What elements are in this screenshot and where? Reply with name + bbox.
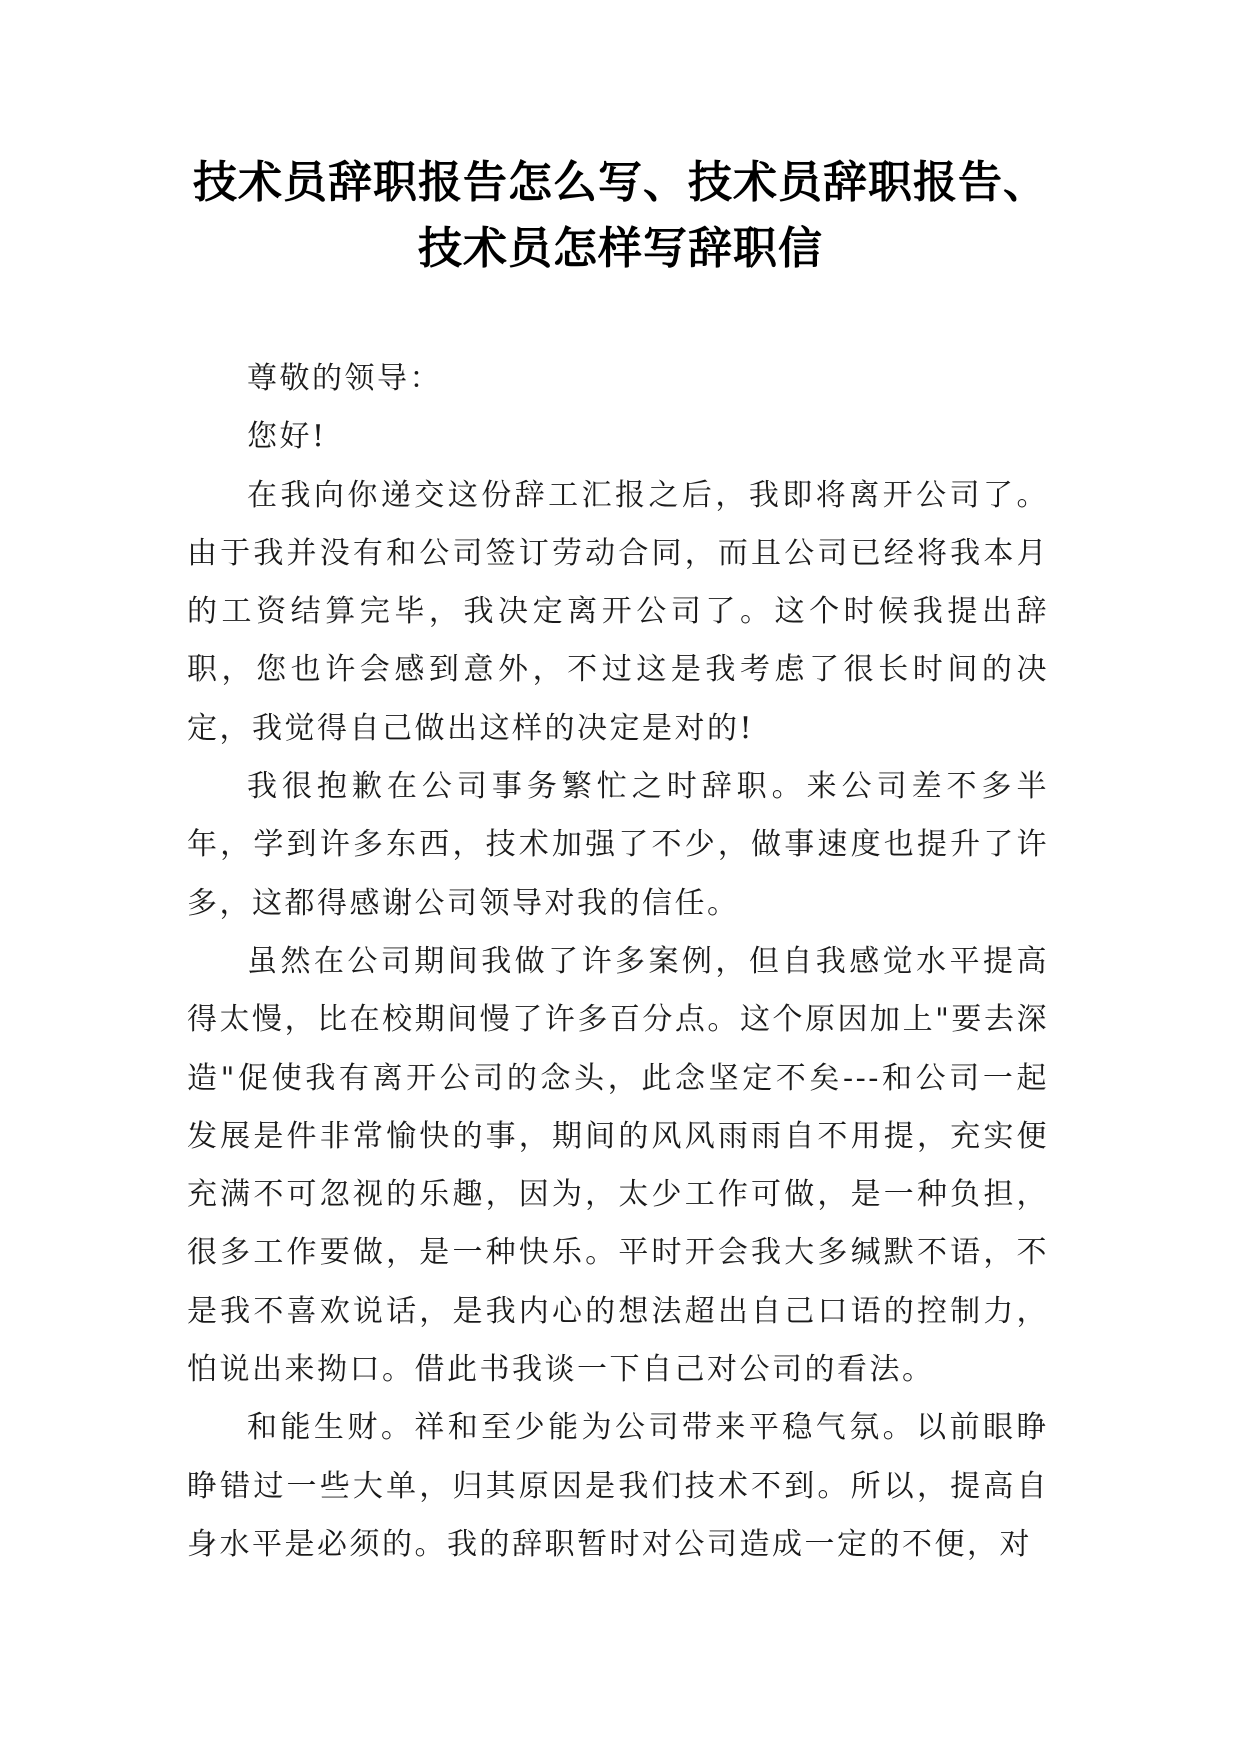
document-title bbox=[150, 150, 1091, 282]
paragraph: 我很抱歉在公司事务繁忙之时辞职。来公司差不多半年，学到许多东西，技术加强了不少，做事速度也提升了许多，这都得感谢公司领导对我的信任。 bbox=[187, 769, 1049, 921]
paragraph: 在我向你递交这份辞工汇报之后，我即将离开公司了。由于我并没有和公司签订劳动合同，而且公司已经将我本月的工资结算完毕，我决定离开公司了。这个时候我提出辞职，您也许会感到意外，不过这是我考虑了很长时间的决定，我觉得自己做出这样的决定是对的! bbox=[187, 477, 1049, 746]
document-body bbox=[187, 350, 1049, 1574]
greeting: 您好! bbox=[247, 419, 327, 455]
title-line-1: 技术员辞职报告怎么写、技术员辞职报告、 bbox=[193, 157, 1048, 208]
title-line-2: 技术员怎样写辞职信 bbox=[418, 223, 823, 274]
paragraph: 和能生财。祥和至少能为公司带来平稳气氛。以前眼睁睁错过一些大单，归其原因是我们技术不到。所以，提高自身水平是必须的。我的辞职暂时对公司造成一定的不便，对 bbox=[187, 1410, 1049, 1562]
salutation: 尊敬的领导： bbox=[247, 361, 442, 396]
paragraph: 虽然在公司期间我做了许多案例，但自我感觉水平提高得太慢，比在校期间慢了许多百分点。这个原因加上"要去深造"促使我有离开公司的念头，此念坚定不矣---和公司一起发展是件非常愉快的事，期间的风风雨雨自不用提，充实便充满不可忽视的乐趣，因为，太少工作可做，是一种负担，很多工作要做，是一种快乐。平时开会我大多缄默不语，不是我不喜欢说话，是我内心的想法超出自己口语的控制力，怕说出来拗口。借此书我谈一下自己对公司的看法。 bbox=[187, 943, 1049, 1388]
